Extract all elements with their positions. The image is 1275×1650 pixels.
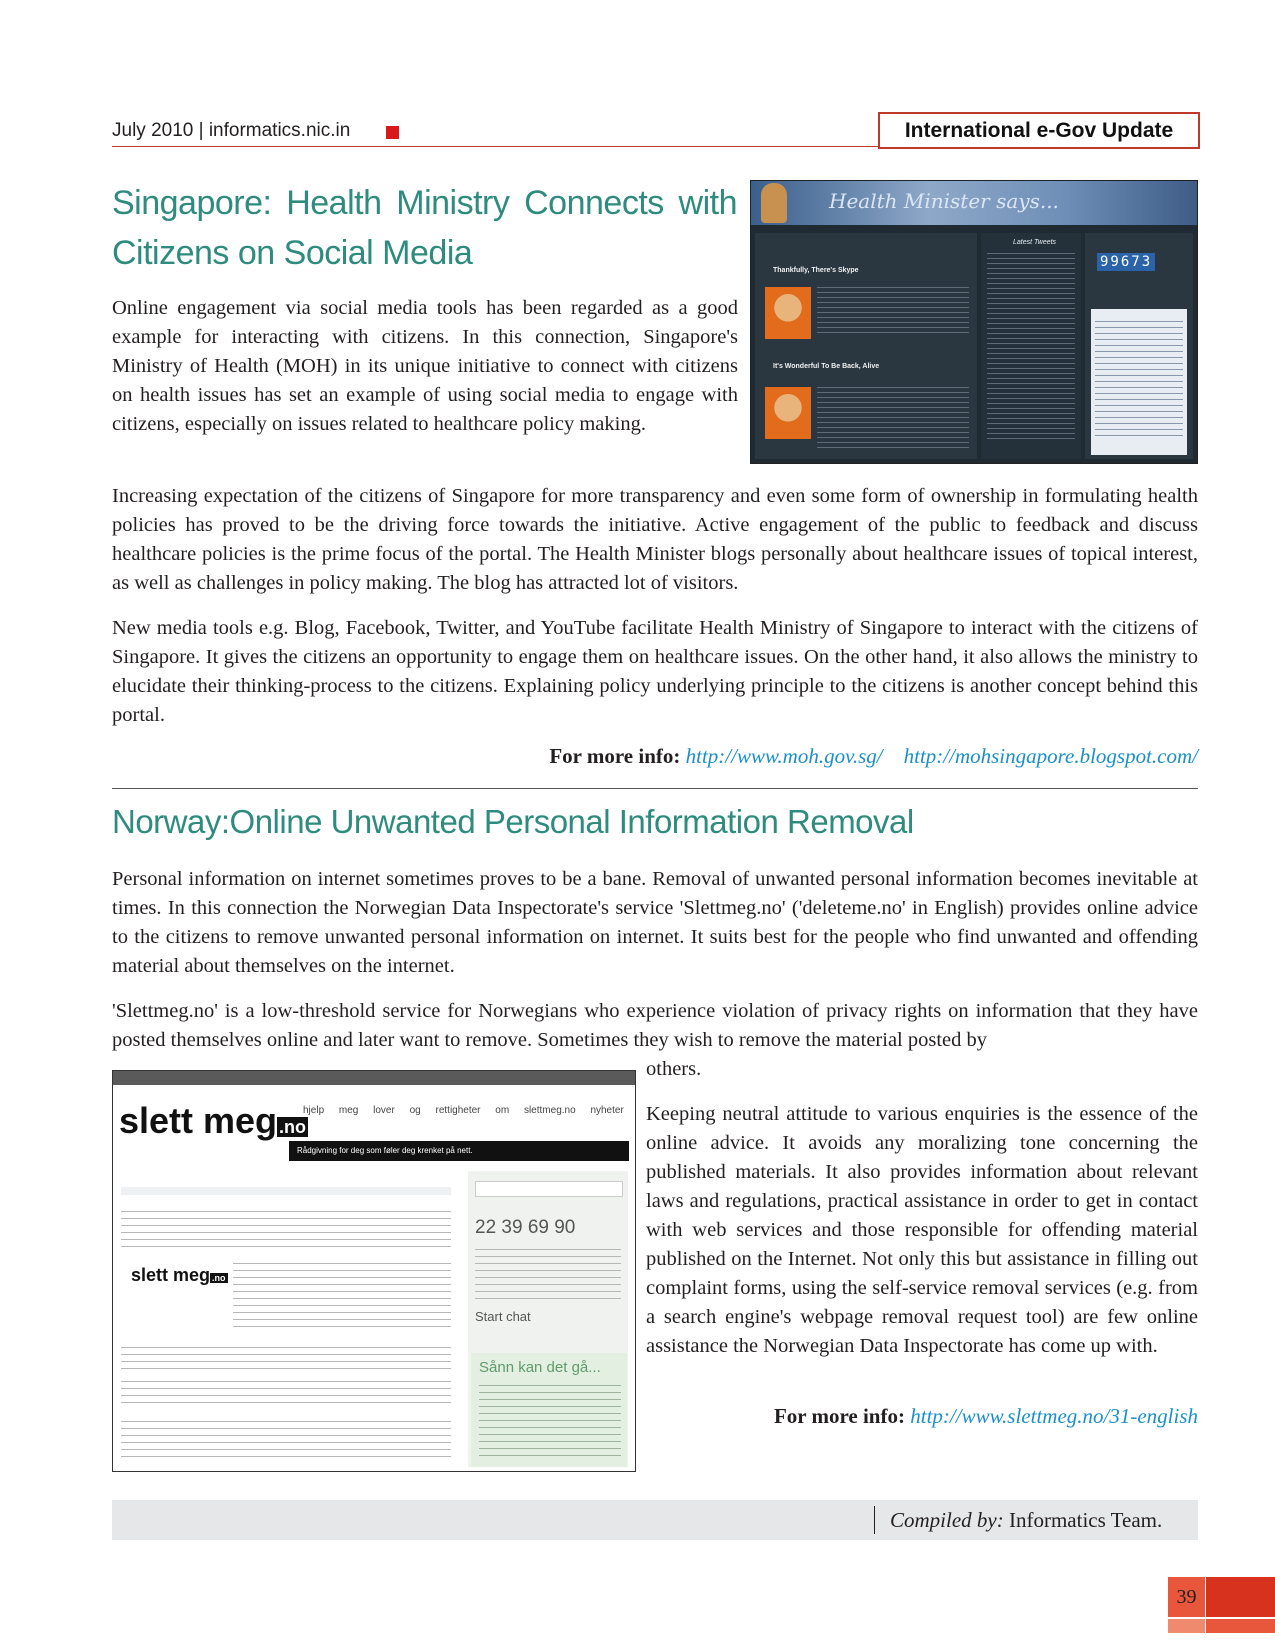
site-phone-number: 22 39 69 90 [475,1217,576,1238]
site-green-box-text [479,1385,621,1461]
logo-text: slett meg [119,1100,278,1141]
latest-tweets-heading: Latest Tweets [1013,239,1057,246]
page-number: 39 [1168,1577,1205,1617]
site-contact-links [475,1249,621,1301]
blog-post-text [817,387,969,449]
minister-face-icon [765,387,811,439]
minister-face-icon [765,287,811,339]
page-text-block [121,1211,451,1253]
slettmeg-link[interactable]: http://www.slettmeg.no/31-english [910,1404,1198,1428]
slettmeg-small-logo [131,1267,228,1283]
site-nav: hjelp meg lover og rettigheter om slettmeg.no nyheter [303,1105,624,1116]
header-date-site: July 2010 | informatics.nic.in [112,120,351,141]
blog-post-title: It's Wonderful To Be Back, Alive [773,363,880,370]
blog-post-title: Thankfully, There's Skype [773,267,859,274]
logo-text: slett meg [131,1265,211,1285]
moh-link[interactable]: http://www.moh.gov.sg/ [685,744,883,768]
footer-compiled-by [890,1506,1162,1534]
site-search-input [475,1181,623,1197]
site-start-chat: Start chat [475,1309,531,1324]
slettmeg-logo [119,1100,308,1141]
site-sann-heading: Sånn kan det gå... [479,1359,601,1376]
facebook-box-text [1095,321,1183,441]
more-info-label: For more info: [773,1404,905,1428]
article2-paragraph: Personal information on internet sometimes proves to be a bane. Removal of unwanted personal information becomes inevitable at times. In this connection the Norwegian Data Inspectorate's service 'Slettmeg.no' ('deleteme.no' in English) provides online advice to the citizens to remove unwanted personal information on internet. It suits best for the people who find unwanted and offending material about themselves on the internet. [112,868,1198,977]
article1-paragraph: New media tools e.g. Blog, Facebook, Twitter, and YouTube facilitate Health Ministry of Singapore to interact with the citizens of Singapore. It gives the citizens an opportunity to engage them on healthcare issues. On the other hand, it also allows the ministry to elucidate their thinking-process to the citizens. Explaining policy underlying principle to the citizens is another concept behind this portal. [112,617,1198,726]
minister-photo-icon [761,183,787,223]
article2-more-info [646,1404,1198,1429]
blog-post-text [817,287,969,337]
site-tagline: Rådgivning for deg som føler deg krenket på nett. [289,1141,629,1161]
article2-title: Norway:Online Unwanted Personal Information Removal [112,803,914,840]
article2-paragraph: 'Slettmeg.no' is a low-threshold service for Norwegians who experience violation of privacy rights on information that they have posted themselves online and later want to remove. Sometimes they wish to remove the material posted by [112,1000,1198,1051]
compiled-by-label: Compiled by: [890,1508,1004,1532]
compiled-by-value: Informatics Team. [1008,1508,1163,1532]
blog-banner-text: Health Minister says... [829,189,1059,213]
section-label: International e-Gov Update [878,112,1200,149]
page-corner-block [1206,1577,1275,1617]
moh-blog-link[interactable]: http://mohsingapore.blogspot.com/ [903,744,1198,768]
section-divider [112,788,1198,789]
blog-sidebar-text [987,253,1075,443]
site-top-bar [113,1071,635,1085]
page-text-block [121,1421,451,1461]
logo-suffix: .no [212,1273,226,1283]
article1-title: Singapore: Health Ministry Connects with Citizens on Social Media [112,184,737,272]
article1-paragraph: Increasing expectation of the citizens of Singapore for more transparency and even some form of ownership in formulating health policies has proved to be the driving force towards the initiative. Active engagement of the public to feedback and discuss healthcare policies is the prime focus of the portal. The Health Minister blogs personally about healthcare issues of topical interest, as well as challenges in policy making. The blog has attracted lot of visitors. [112,485,1198,594]
page-text-block [121,1347,451,1371]
logo-suffix: .no [279,1117,307,1137]
footer-divider [874,1506,875,1534]
page-text-block [121,1381,451,1405]
article2-paragraph: Keeping neutral attitude to various enquiries is the essence of the online advice. It avoids any moralizing tone concerning the published materials. It also provides information about relevant laws and regulations, practical assistance in order to get in contact with web services and those responsible for offending material published on the Internet. Not only this but assistance in filling out complaint forms, using the self-service removal services (e.g. from a search engine's webpage removal request tool) are few online assistance the Norwegian Data Inspectorate has come up with. [646,1103,1198,1357]
article1-paragraph: Online engagement via social media tools has been regarded as a good example for interacting with citizens. In this connection, Singapore's Ministry of Health (MOH) in its unique initiative to connect with citizens on health issues has set an example of using social media to engage with citizens, especially on issues related to healthcare policy making. [112,297,738,435]
more-info-label: For more info: [549,744,681,768]
header-red-square-icon [386,126,399,139]
article1-more-info [112,744,1198,769]
visitor-counter: 99673 [1097,253,1155,271]
page-text-block [233,1263,451,1333]
slettmeg-screenshot [112,1070,636,1472]
share-bar [121,1187,451,1195]
moh-blog-screenshot [750,180,1198,464]
article2-paragraph: others. [646,1058,702,1080]
page-corner-block [1168,1619,1205,1633]
page-corner-block [1206,1619,1275,1633]
